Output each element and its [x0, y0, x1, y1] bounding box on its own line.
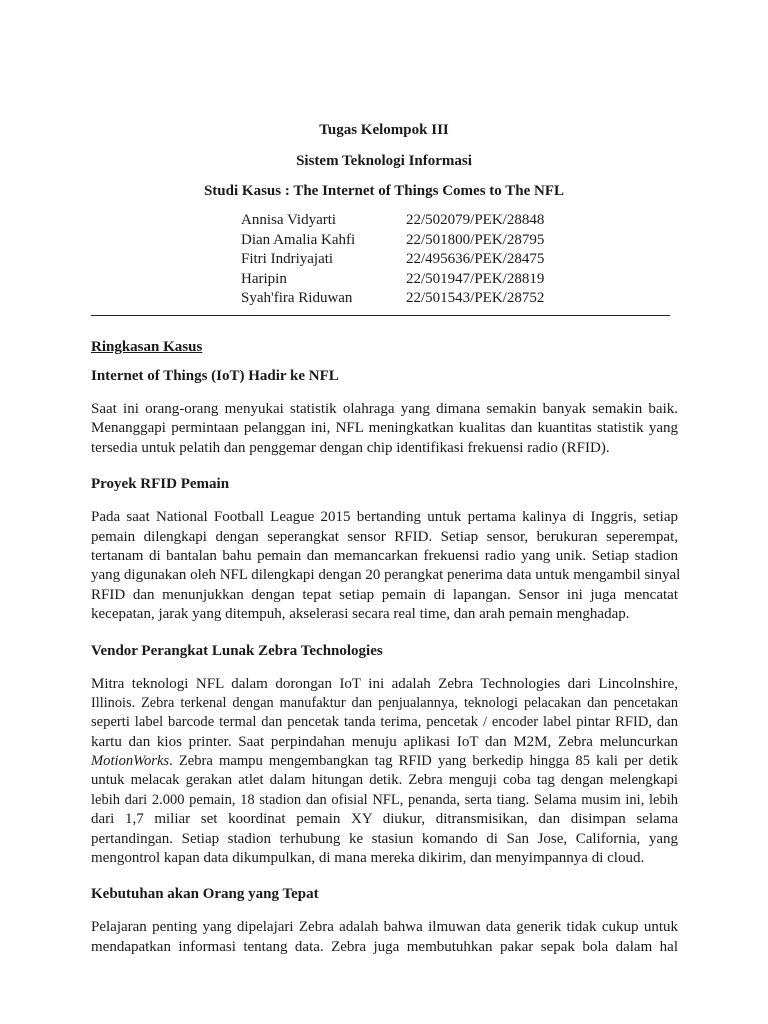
paragraph-line: tersedia untuk pelatih dan penggemar dengan chip identifikasi frekuensi radio (RFID).: [91, 439, 610, 456]
paragraph-line: dari 1,7 miliar set koordinat pemain XY diukur, ditransmisikan, dan disimpan selama: [91, 811, 678, 828]
author-name: Dian Amalia Kahfi: [241, 231, 356, 248]
paragraph-line: [91, 752, 678, 771]
document-body: [91, 338, 681, 957]
section-heading-people: Kebutuhan akan Orang yang Tepat: [91, 886, 319, 903]
horizontal-divider: [91, 315, 670, 316]
paragraph-line: kartu dan kios printer. Saat perpindahan menuju aplikasi IoT dan M2M, Zebra meluncurkan: [91, 733, 678, 750]
paragraph-line: Pada saat National Football League 2015 bertanding untuk pertama kalinya di Inggris, setiap: [91, 509, 678, 526]
author-id: 22/502079/PEK/28848: [406, 212, 545, 228]
assignment-title: Tugas Kelompok III: [319, 122, 449, 138]
author-name: Haripin: [241, 270, 287, 287]
section-paragraph-people: [91, 918, 678, 957]
section-heading-iot: Internet of Things (IoT) Hadir ke NFL: [91, 368, 339, 384]
section-paragraph-rfid: [91, 508, 681, 624]
paragraph-line: Menanggapi permintaan pelanggan ini, NFL meningkatkan kualitas dan kuantitas statistik yang: [91, 420, 678, 437]
paragraph-line: lebih dari 2.000 pemain, 18 stadion dan ofisial NFL, penanda, serta tiang. Selama musim ini, lebih: [91, 791, 678, 808]
case-study-title: Studi Kasus : The Internet of Things Comes to The NFL: [203, 183, 565, 199]
author-id: 22/501543/PEK/28752: [406, 290, 545, 306]
paragraph-line: yang digunakan oleh NFL dilengkapi dengan 20 perangkat penerima data untuk mengambil sinyal: [91, 567, 681, 584]
paragraph-line: tertanam di bantalan bahu pemain dan memancarkan frekuensi radio yang unik. Setiap stadion: [91, 547, 678, 564]
paragraph-line: Mitra teknologi NFL dalam dorongan IoT ini adalah Zebra Technologies dari Lincolnshire,: [91, 675, 678, 692]
paragraph-line: Illinois. Zebra terkenal dengan manufaktur dan penjualannya, teknologi pelacakan dan pencetakan: [91, 694, 678, 711]
author-name: Fitri Indriyajati: [241, 251, 334, 267]
paragraph-line: mendapatkan informasi tentang data. Zebra juga membutuhkan pakar sepak bola dalam hal: [91, 938, 678, 955]
paragraph-line: RFID dan menunjukkan dengan tepat setiap pemain di lapangan. Sensor ini juga mencatat: [91, 586, 678, 603]
author-row: [241, 231, 606, 251]
paragraph-line: pertandingan. Setiap stadion terhubung ke stasiun komando di San Jose, California, yang: [91, 830, 678, 847]
author-name: Syah'fira Riduwan: [241, 290, 353, 306]
summary-title: Ringkasan Kasus: [91, 339, 203, 355]
section-paragraph-zebra: [91, 675, 678, 869]
paragraph-line: Saat ini orang-orang menyukai statistik olahraga yang dimana semakin banyak semakin baik.: [91, 401, 678, 417]
author-id: 22/501800/PEK/28795: [406, 231, 545, 248]
course-title: Sistem Teknologi Informasi: [296, 153, 472, 169]
author-row: [241, 211, 606, 231]
paragraph-line: Pelajaran penting yang dipelajari Zebra adalah bahwa ilmuwan data generik tidak cukup untuk: [91, 919, 678, 936]
author-name: Annisa Vidyarti: [241, 212, 337, 228]
author-row: [241, 289, 606, 309]
author-row: [241, 270, 606, 290]
section-paragraph-iot: [91, 400, 678, 458]
paragraph-line: untuk melacak gerakan atlet dalam hitungan detik. Zebra menguji coba tag dengan melengkapi: [91, 772, 678, 789]
product-name-italic: MotionWorks: [91, 753, 170, 770]
section-heading-zebra: Vendor Perangkat Lunak Zebra Technologies: [91, 642, 383, 659]
line-rest: . Zebra mampu mengembangkan tag RFID yang berkedip hingga 85 kali per detik: [169, 753, 678, 770]
author-id: 22/495636/PEK/28475: [406, 251, 545, 267]
paragraph-line: mengontrol kapan data dikumpulkan, di mana mereka dikirim, dan menyimpannya di cloud.: [91, 850, 645, 867]
section-heading-rfid: Proyek RFID Pemain: [91, 476, 230, 493]
paragraph-line: kecepatan, jarak yang ditempuh, akselerasi secara real time, dan arah pemain menghadap.: [91, 606, 630, 623]
author-id: 22/501947/PEK/28819: [406, 270, 545, 287]
author-row: [241, 250, 606, 270]
paragraph-line: pemain dilengkapi dengan seperangkat sensor RFID. Setiap sensor, berukuran seperempat,: [91, 528, 678, 545]
paragraph-line: seperti label barcode termal dan pencetak tanda terima, pencetak / encoder label pintar RFID, dan: [91, 714, 678, 731]
author-list: [241, 211, 606, 309]
